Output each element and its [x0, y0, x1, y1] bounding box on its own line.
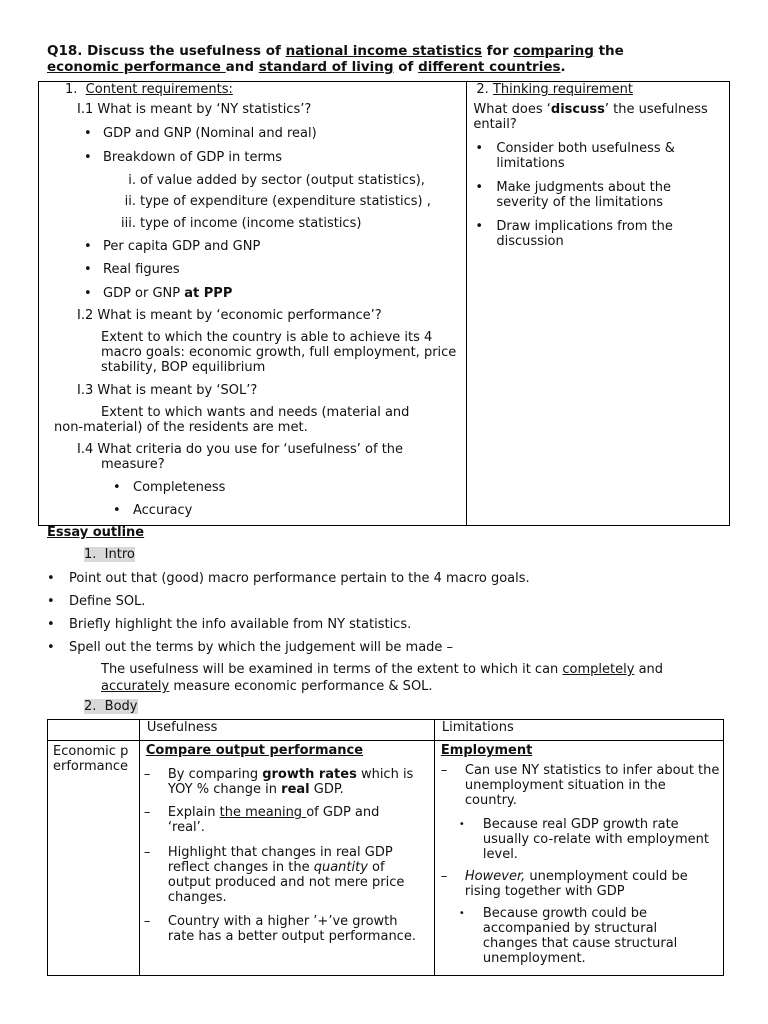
thinking-requirement-cell [467, 82, 730, 526]
question-text: . [560, 59, 566, 75]
bullet-icon: • [47, 594, 55, 609]
limitation-subpoint-2: Because growth could be accompanied by structural changes that cause structural unemployment. [482, 906, 678, 966]
outline-paragraph-line2: accurately measure economic performance & SOL. [101, 679, 433, 694]
roman-numeral: ii. [124, 194, 136, 209]
outline-bullet: Spell out the terms by which the judgement will be made – [69, 640, 454, 655]
limitation-point-1: Can use NY statistics to infer about the unemployment situation in the country. [464, 763, 720, 808]
limitations-title: Employment [440, 743, 533, 758]
question-underlined: different countries [418, 59, 561, 75]
answer-text: non-material) of the residents are met. [54, 420, 308, 435]
bullet-icon: • [84, 239, 92, 254]
bullet-text: Make judgments about the severity of the limitations [496, 180, 671, 210]
bullet-icon: • [47, 571, 55, 586]
dash-icon: – [440, 869, 448, 884]
outline-bullet: Define SOL. [69, 594, 146, 609]
bullet-icon: • [475, 180, 484, 195]
roman-numeral: i. [128, 173, 136, 188]
bullet-text: Real figures [103, 262, 180, 277]
body-heading: 2. Body [84, 699, 138, 714]
bullet-icon: • [458, 819, 465, 830]
roman-numeral: iii. [121, 216, 136, 231]
question-1-3: I.3 What is meant by ‘SOL’? [77, 383, 258, 398]
bullet-icon: • [84, 150, 92, 165]
bullet-icon: • [84, 286, 92, 301]
bullet-text: GDP and GNP (Nominal and real) [103, 126, 317, 141]
question-text: for [481, 43, 514, 59]
dash-icon: – [143, 845, 151, 860]
usefulness-point-4: Country with a higher ’+’ve growth rate has a better output performance. [167, 914, 416, 944]
bullet-text: Breakdown of GDP in terms [103, 150, 283, 165]
usefulness-title: Compare output performance [145, 743, 364, 758]
bullet-text: Per capita GDP and GNP [103, 239, 261, 254]
question-title [47, 43, 727, 75]
answer-text: Extent to which the country is able to achieve its 4 macro goals: economic growth, full employment, price stability, BOP equilibrium [101, 330, 457, 375]
question-underlined: comparing [513, 43, 594, 59]
limitation-point-2: However, unemployment could be rising together with GDP [464, 869, 688, 899]
usefulness-cell [139, 741, 434, 976]
bullet-icon: • [113, 503, 121, 518]
bullet-text: Consider both usefulness & limitations [496, 141, 675, 171]
bullet-text: Accuracy [133, 503, 193, 518]
usefulness-point-1: By comparing growth rates which is YOY % change in real GDP. [167, 767, 414, 797]
bullet-icon: • [84, 126, 92, 141]
limitation-subpoint-1: Because real GDP growth rate usually co-relate with employment level. [482, 817, 709, 862]
dash-icon: – [143, 805, 151, 820]
essay-outline-heading: Essay outline [47, 525, 145, 540]
outline-bullet: Briefly highlight the info available from NY statistics. [69, 617, 412, 632]
question-underlined: standard of living [258, 59, 394, 75]
dash-icon: – [440, 763, 448, 778]
thinking-req-heading: 2. Thinking requirement [476, 82, 633, 97]
dash-icon: – [143, 914, 151, 929]
question-underlined: economic performance [47, 59, 226, 75]
outline-paragraph-line1: The usefulness will be examined in terms of the extent to which it can completely and [101, 662, 664, 677]
header-limitations: Limitations [434, 720, 723, 741]
question-underlined: national income statistics [285, 43, 482, 59]
bullet-text: GDP or GNP at PPP [103, 286, 233, 301]
question-text: and [225, 59, 259, 75]
content-req-heading: 1. Content requirements: [65, 82, 233, 97]
requirements-table [38, 81, 730, 526]
answer-text: Extent to which wants and needs (material and [101, 405, 410, 420]
sub-item-text: of value added by sector (output statistics), [140, 173, 425, 188]
question-text: Q18. Discuss the usefulness of [47, 43, 286, 59]
sub-item-text: type of income (income statistics) [140, 216, 362, 231]
limitations-cell [434, 741, 723, 976]
question-1-2: I.2 What is meant by ‘economic performance’? [77, 308, 382, 323]
header-usefulness: Usefulness [139, 720, 434, 741]
bullet-text: Draw implications from the discussion [496, 219, 673, 249]
bullet-icon: • [47, 617, 55, 632]
row-label-cell [48, 741, 140, 976]
sub-item-text: type of expenditure (expenditure statistics) , [140, 194, 431, 209]
question-text: of [393, 59, 419, 75]
body-table [47, 719, 724, 976]
content-requirements-cell [39, 82, 467, 526]
thinking-question: What does ‘discuss’ the usefulness entail? [473, 102, 708, 132]
dash-icon: – [143, 767, 151, 782]
bullet-icon: • [113, 480, 121, 495]
bullet-icon: • [458, 908, 465, 919]
bullet-icon: • [475, 141, 484, 156]
bullet-icon: • [47, 640, 55, 655]
question-1-4: I.4 What criteria do you use for ‘usefulness’ of the measure? [77, 442, 404, 472]
usefulness-point-3: Highlight that changes in real GDP reflect changes in the quantity of output produced and not mere price changes. [167, 845, 405, 905]
bullet-icon: • [84, 262, 92, 277]
outline-bullet: Point out that (good) macro performance pertain to the 4 macro goals. [69, 571, 530, 586]
header-empty-cell [48, 720, 140, 741]
row-label: Economic performance [53, 744, 129, 774]
question-text: the [593, 43, 624, 59]
usefulness-point-2: Explain the meaning of GDP and ‘real’. [167, 805, 380, 835]
bullet-text: Completeness [133, 480, 226, 495]
question-1-1: I.1 What is meant by ‘NY statistics’? [77, 102, 312, 117]
intro-heading: 1. Intro [84, 547, 135, 562]
bullet-icon: • [475, 219, 484, 234]
